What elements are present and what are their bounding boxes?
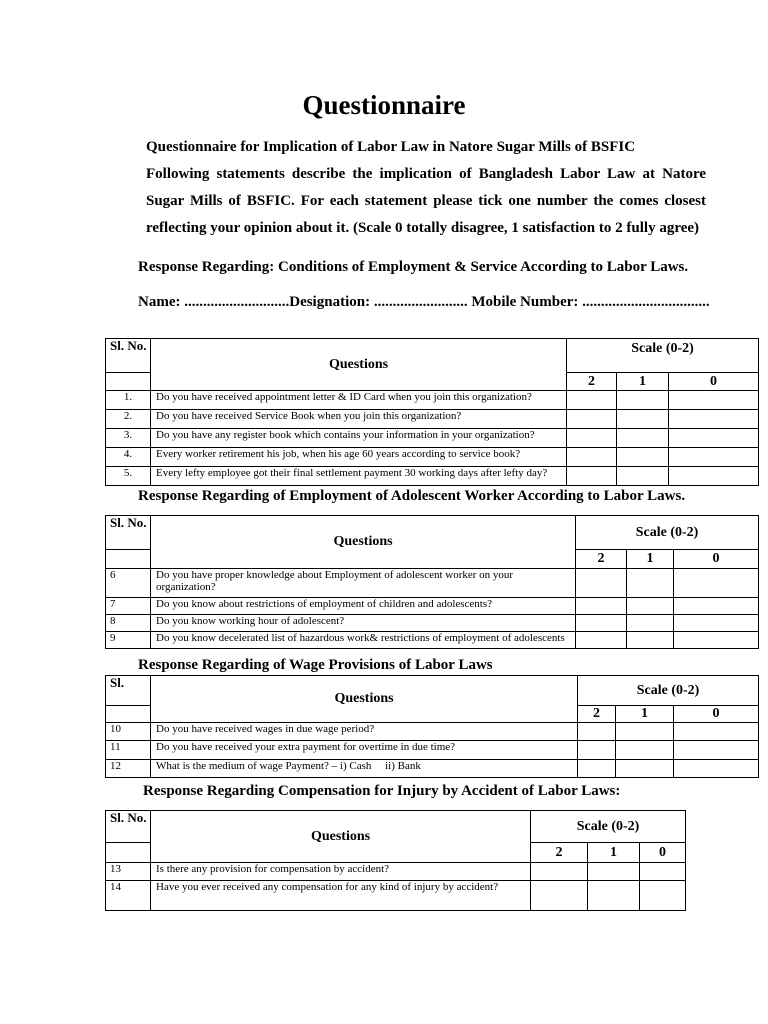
scale-1-cell[interactable]	[617, 391, 669, 410]
scale-2-cell[interactable]	[576, 632, 627, 649]
scale-2-header: 2	[567, 373, 617, 391]
scale-1-cell[interactable]	[627, 598, 674, 615]
question-number: 11	[106, 741, 151, 760]
table-row	[106, 760, 759, 778]
scale-1-cell[interactable]	[627, 632, 674, 649]
question-text: Do you have received Service Book when you join this organization?	[151, 410, 567, 429]
scale-2-cell[interactable]	[567, 448, 617, 467]
question-text: Do you know decelerated list of hazardous work& restrictions of employment of adolescents	[151, 632, 576, 649]
scale-1-cell[interactable]	[616, 760, 674, 778]
question-number: 12	[106, 760, 151, 778]
scale-0-cell[interactable]	[674, 741, 759, 760]
scale-0-header: 0	[640, 843, 686, 863]
questions-table	[105, 675, 759, 778]
page-title: Questionnaire	[302, 90, 466, 120]
question-number: 5.	[106, 467, 151, 486]
scale-2-cell[interactable]	[567, 429, 617, 448]
scale-0-cell[interactable]	[669, 410, 759, 429]
scale-1-cell[interactable]	[617, 410, 669, 429]
table-row	[106, 632, 759, 649]
scale-2-cell[interactable]	[531, 863, 588, 881]
question-number: 7	[106, 598, 151, 615]
scale-0-cell[interactable]	[669, 391, 759, 410]
scale-1-cell[interactable]	[617, 467, 669, 486]
table-row	[106, 391, 759, 410]
table-row	[106, 429, 759, 448]
questions-header: Questions	[151, 516, 576, 569]
question-number: 8	[106, 615, 151, 632]
scale-0-cell[interactable]	[674, 615, 759, 632]
scale-0-cell[interactable]	[674, 723, 759, 741]
sl-header: Sl.	[106, 676, 151, 706]
table-row	[106, 598, 759, 615]
scale-header: Scale (0-2)	[576, 516, 759, 550]
questions-header: Questions	[151, 339, 567, 391]
scale-0-header: 0	[669, 373, 759, 391]
scale-1-header: 1	[617, 373, 669, 391]
question-text: Do you have received your extra payment for overtime in due time?	[151, 741, 578, 760]
scale-0-header: 0	[674, 550, 759, 569]
question-number: 14	[106, 881, 151, 911]
scale-1-cell[interactable]	[616, 741, 674, 760]
intro-block	[146, 134, 706, 242]
questions-header: Questions	[151, 811, 531, 863]
scale-2-cell[interactable]	[531, 881, 588, 911]
table-row	[106, 863, 686, 881]
question-text: Every worker retirement his job, when his age 60 years according to service book?	[151, 448, 567, 467]
question-number: 1.	[106, 391, 151, 410]
question-text: Do you have received wages in due wage period?	[151, 723, 578, 741]
scale-header: Scale (0-2)	[578, 676, 759, 706]
scale-0-cell[interactable]	[640, 881, 686, 911]
question-number: 4.	[106, 448, 151, 467]
table-row	[106, 467, 759, 486]
scale-1-cell[interactable]	[627, 615, 674, 632]
scale-1-cell[interactable]	[627, 569, 674, 598]
table-row	[106, 448, 759, 467]
question-number: 13	[106, 863, 151, 881]
section-heading: Response Regarding of Employment of Adolescent Worker According to Labor Laws.	[138, 488, 686, 504]
scale-2-cell[interactable]	[567, 467, 617, 486]
question-text: Do you know about restrictions of employment of children and adolescents?	[151, 598, 576, 615]
question-text: Do you have received appointment letter & ID Card when you join this organization?	[151, 391, 567, 410]
scale-1-cell[interactable]	[588, 881, 640, 911]
table-row	[106, 569, 759, 598]
scale-2-cell[interactable]	[576, 598, 627, 615]
sl-no-header: Sl. No.	[106, 339, 151, 373]
scale-0-cell[interactable]	[674, 598, 759, 615]
scale-2-header: 2	[578, 706, 616, 723]
scale-1-cell[interactable]	[617, 448, 669, 467]
questions-header: Questions	[151, 676, 578, 723]
scale-1-header: 1	[616, 706, 674, 723]
questions-table	[105, 338, 759, 486]
questions-table	[105, 810, 686, 911]
scale-2-cell[interactable]	[576, 615, 627, 632]
scale-2-header: 2	[531, 843, 588, 863]
scale-0-cell[interactable]	[669, 448, 759, 467]
question-text: Do you know working hour of adolescent?	[151, 615, 576, 632]
scale-1-header: 1	[588, 843, 640, 863]
scale-2-cell[interactable]	[578, 723, 616, 741]
intro-line: Questionnaire for Implication of Labor Law in Natore Sugar Mills of BSFIC	[146, 139, 636, 155]
question-text: Every lefty employee got their final settlement payment 30 working days after lefty day?	[151, 467, 567, 486]
scale-header: Scale (0-2)	[567, 339, 759, 373]
scale-0-cell[interactable]	[674, 569, 759, 598]
intro-paragraph: Following statements describe the implication of Bangladesh Labor Law at Natore Sugar Mills of BSFIC. For each statement please tick one number the comes closest reflecting your opinion about it. (Scale 0 totally disagree, 1 satisfaction to 2 fully agree)	[146, 166, 706, 236]
table-row	[106, 410, 759, 429]
table-row	[106, 723, 759, 741]
question-number: 2.	[106, 410, 151, 429]
questions-table	[105, 515, 759, 649]
scale-2-cell[interactable]	[567, 410, 617, 429]
scale-2-cell[interactable]	[578, 741, 616, 760]
question-number: 10	[106, 723, 151, 741]
table-row	[106, 741, 759, 760]
question-text: What is the medium of wage Payment? – i) Cash ii) Bank	[151, 760, 578, 778]
scale-0-header: 0	[674, 706, 759, 723]
scale-0-cell[interactable]	[674, 760, 759, 778]
section-heading: Response Regarding: Conditions of Employment & Service According to Labor Laws.	[138, 259, 689, 275]
scale-0-cell[interactable]	[669, 429, 759, 448]
table-row	[106, 881, 686, 911]
section-heading: Response Regarding of Wage Provisions of Labor Laws	[138, 657, 493, 673]
question-number: 3.	[106, 429, 151, 448]
scale-2-cell[interactable]	[578, 760, 616, 778]
scale-1-cell[interactable]	[588, 863, 640, 881]
scale-2-cell[interactable]	[567, 391, 617, 410]
question-number: 9	[106, 632, 151, 649]
question-text: Do you have proper knowledge about Employment of adolescent worker on your organization?	[151, 569, 576, 598]
sl-no-header: Sl. No.	[106, 516, 151, 550]
scale-1-header: 1	[627, 550, 674, 569]
question-text: Do you have any register book which contains your information in your organization?	[151, 429, 567, 448]
scale-1-cell[interactable]	[617, 429, 669, 448]
scale-1-cell[interactable]	[616, 723, 674, 741]
scale-0-cell[interactable]	[640, 863, 686, 881]
scale-2-header: 2	[576, 550, 627, 569]
question-text: Is there any provision for compensation by accident?	[151, 863, 531, 881]
table-row	[106, 615, 759, 632]
question-text: Have you ever received any compensation for any kind of injury by accident?	[151, 881, 531, 911]
name-designation-line: Name: ............................Designation: ......................... Mobile Number: ..................................	[138, 294, 710, 310]
section-heading: Response Regarding Compensation for Injury by Accident of Labor Laws:	[143, 783, 621, 799]
sl-no-header: Sl. No.	[106, 811, 151, 843]
scale-0-cell[interactable]	[674, 632, 759, 649]
scale-0-cell[interactable]	[669, 467, 759, 486]
scale-header: Scale (0-2)	[531, 811, 686, 843]
scale-2-cell[interactable]	[576, 569, 627, 598]
question-number: 6	[106, 569, 151, 598]
